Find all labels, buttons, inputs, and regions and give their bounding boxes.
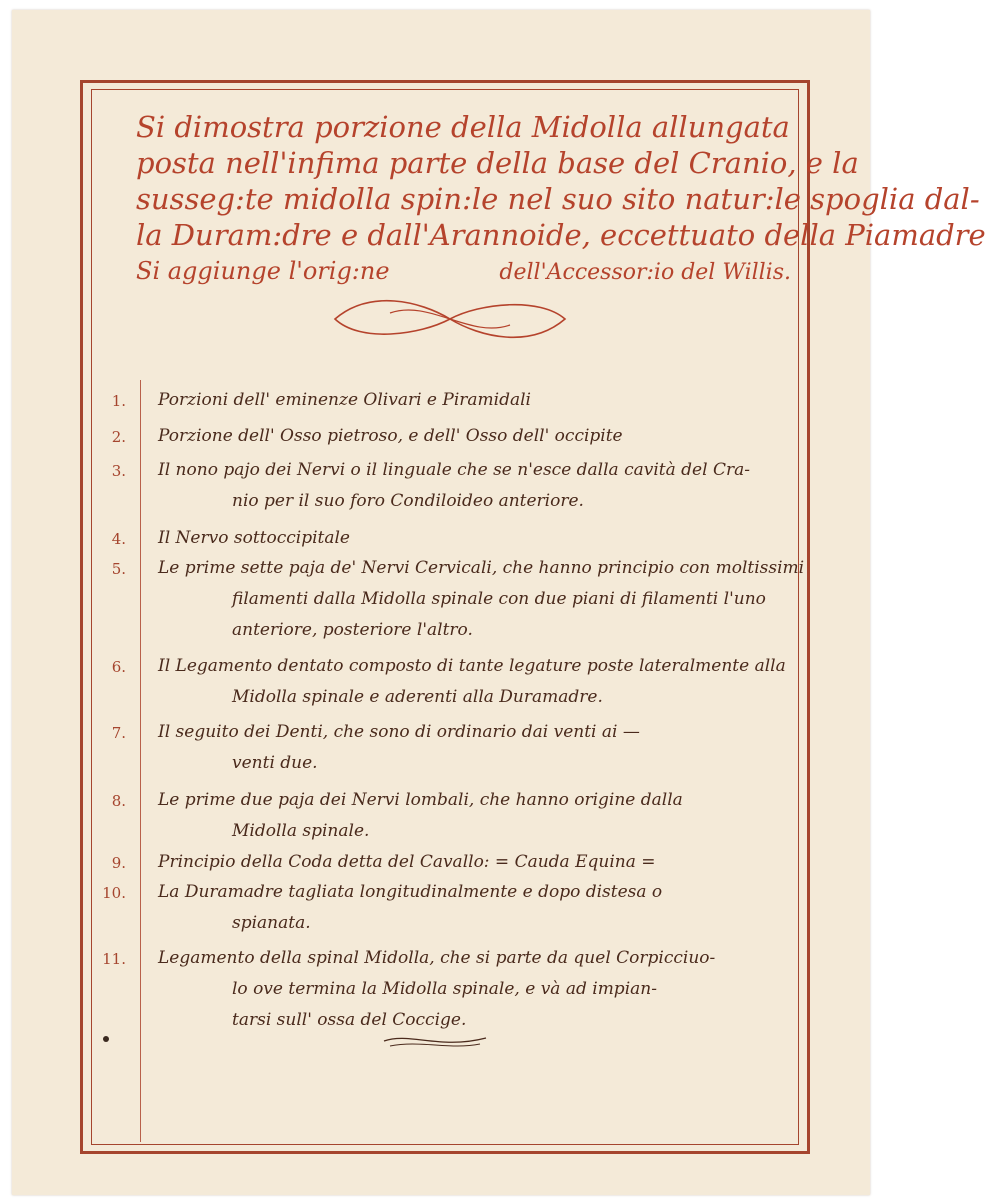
end-flourish <box>380 1030 490 1052</box>
entry-line: Legamento della spinal Midolla, che si parte da quel Corpicciuo- <box>158 948 716 968</box>
entry-line: Le prime sette paja de' Nervi Cervicali, che hanno principio con moltissimi <box>158 558 805 578</box>
entry-number: 3. <box>111 462 126 480</box>
entry-line: spianata. <box>232 913 311 933</box>
title-line-5-right: dell'Accessor:io del Willis. <box>499 260 791 285</box>
title-line-2: posta nell'infima parte della base del Cranio, e la <box>136 146 859 180</box>
entry-line: Le prime due paja dei Nervi lombali, che hanno origine dalla <box>158 790 683 810</box>
entry-line: filamenti dalla Midolla spinale con due piani di filamenti l'uno <box>232 589 766 609</box>
entry-line: venti due. <box>232 753 318 773</box>
entry-number: 1. <box>111 392 126 410</box>
entry-number: 5. <box>111 560 126 578</box>
entry-line: La Duramadre tagliata longitudinalmente e dopo distesa o <box>158 882 663 902</box>
entry-line: lo ove termina la Midolla spinale, e và ad impian- <box>232 979 657 999</box>
title-line-5: Si aggiunge l'orig:ne <box>136 257 390 285</box>
entry-number: 7. <box>111 724 126 742</box>
entry-line: Porzione dell' Osso pietroso, e dell' Osso dell' occipite <box>158 426 623 446</box>
margin-rule <box>140 380 141 1142</box>
entry-line: Il Nervo sottoccipitale <box>158 528 350 548</box>
entry-number: 4. <box>111 530 126 548</box>
entry-line: Il seguito dei Denti, che sono di ordinario dai venti ai — <box>158 722 640 742</box>
entry-line: Il Legamento dentato composto di tante legature poste lateralmente alla <box>158 656 786 676</box>
entry-line: Porzioni dell' eminenze Olivari e Piramidali <box>158 390 531 410</box>
entry-number: 11. <box>102 950 126 968</box>
title-flourish <box>330 293 570 345</box>
entry-number: 10. <box>102 884 126 902</box>
entry-number: 2. <box>111 428 126 446</box>
title-line-4: la Duram:dre e dall'Arannoide, eccettuato della Piamadre <box>136 218 986 252</box>
title-line-1: Si dimostra porzione della Midolla allungata <box>136 110 790 144</box>
title-line-3: susseg:te midolla spin:le nel suo sito natur:le spoglia dal- <box>136 182 980 216</box>
entry-line: tarsi sull' ossa del Coccige. <box>232 1010 467 1030</box>
ink-dot <box>103 1036 109 1042</box>
entry-line: Midolla spinale. <box>232 821 370 841</box>
entry-number: 6. <box>111 658 126 676</box>
entry-line: Midolla spinale e aderenti alla Duramadre. <box>232 687 603 707</box>
entry-number: 8. <box>111 792 126 810</box>
entry-line: Principio della Coda detta del Cavallo: = Cauda Equina = <box>158 852 656 872</box>
entry-line: nio per il suo foro Condiloideo anteriore. <box>232 491 584 511</box>
entry-line: anteriore, posteriore l'altro. <box>232 620 473 640</box>
entry-number: 9. <box>111 854 126 872</box>
entry-line: Il nono pajo dei Nervi o il linguale che se n'esce dalla cavità del Cra- <box>158 460 750 480</box>
